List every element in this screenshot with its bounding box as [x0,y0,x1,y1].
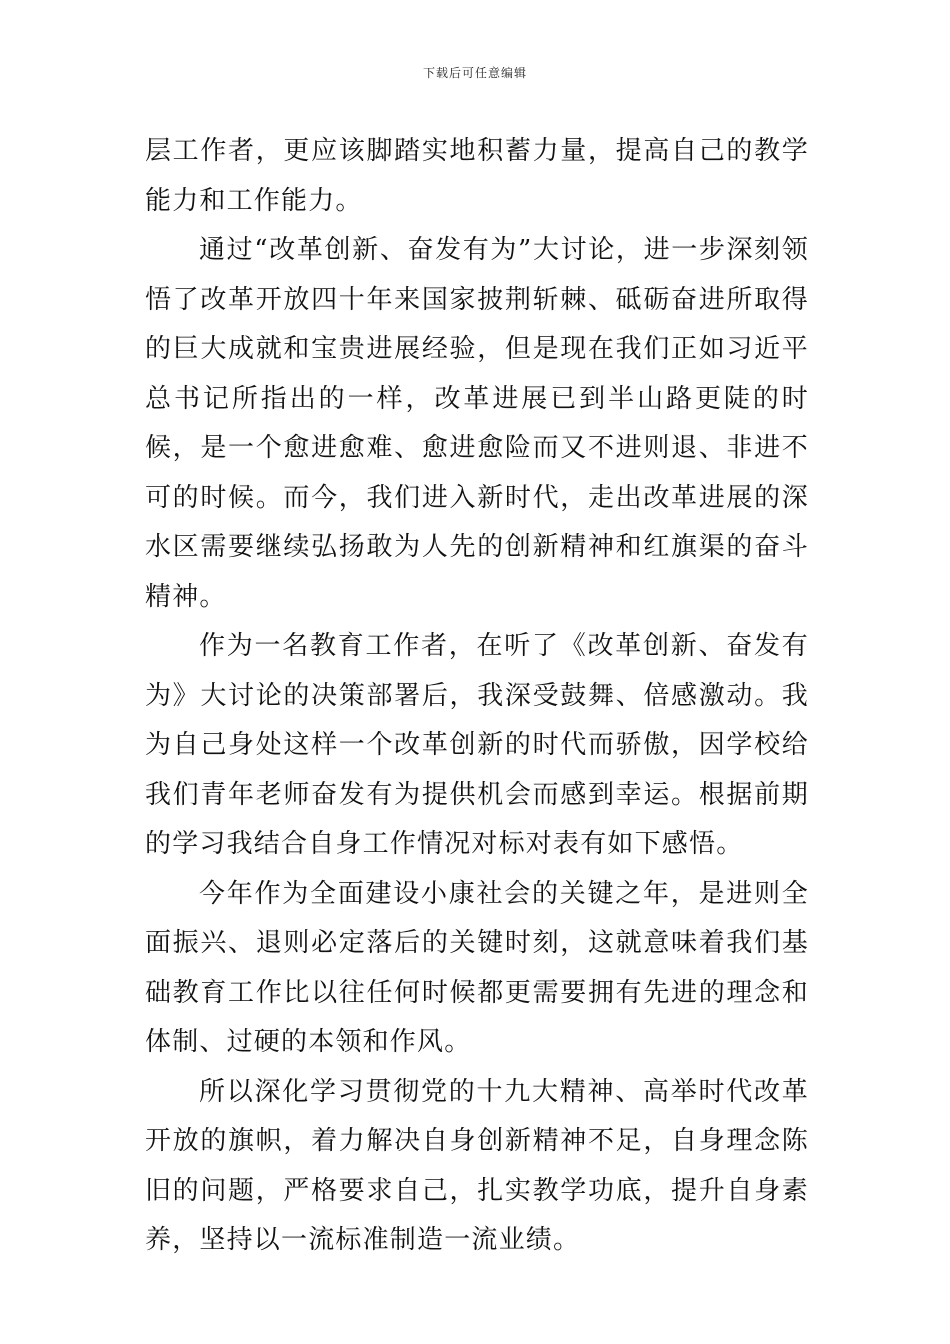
page-header: 下载后可任意编辑 [422,66,527,80]
paragraph-4: 今年作为全面建设小康社会的关键之年，是进则全面振兴、退则必定落后的关键时刻，这就意味着我们基础教育工作比以往任何时候都更需要拥有先进的理念和体制、过硬的本领和作风。 [145,878,809,1057]
paragraph-1: 层工作者，更应该脚踏实地积蓄力量，提高自己的教学能力和工作能力。 [145,136,809,216]
document-body [145,127,809,1266]
paragraph-3: 作为一名教育工作者，在听了《改革创新、奋发有为》大讨论的决策部署后，我深受鼓舞、倍感激动。我为自己身处这样一个改革创新的时代而骄傲，因学校给我们青年老师奋发有为提供机会而感到幸运。根据前期的学习我结合自身工作情况对标对表有如下感悟。 [145,631,809,859]
paragraph-5: 所以深化学习贯彻党的十九大精神、高举时代改革开放的旗帜，着力解决自身创新精神不足，自身理念陈旧的问题，严格要求自己，扎实教学功底，提升自身素养，坚持以一流标准制造一流业绩。 [145,1076,809,1255]
paragraph-2: 通过“改革创新、奋发有为”大讨论，进一步深刻领悟了改革开放四十年来国家披荆斩棘、砥砺奋进所取得的巨大成就和宝贵进展经验，但是现在我们正如习近平总书记所指出的一样，改革进展已到半山路更陡的时候，是一个愈进愈难、愈进愈险而又不进则退、非进不可的时候。而今，我们进入新时代，走出改革进展的深水区需要继续弘扬敢为人先的创新精神和红旗渠的奋斗精神。 [145,235,809,612]
